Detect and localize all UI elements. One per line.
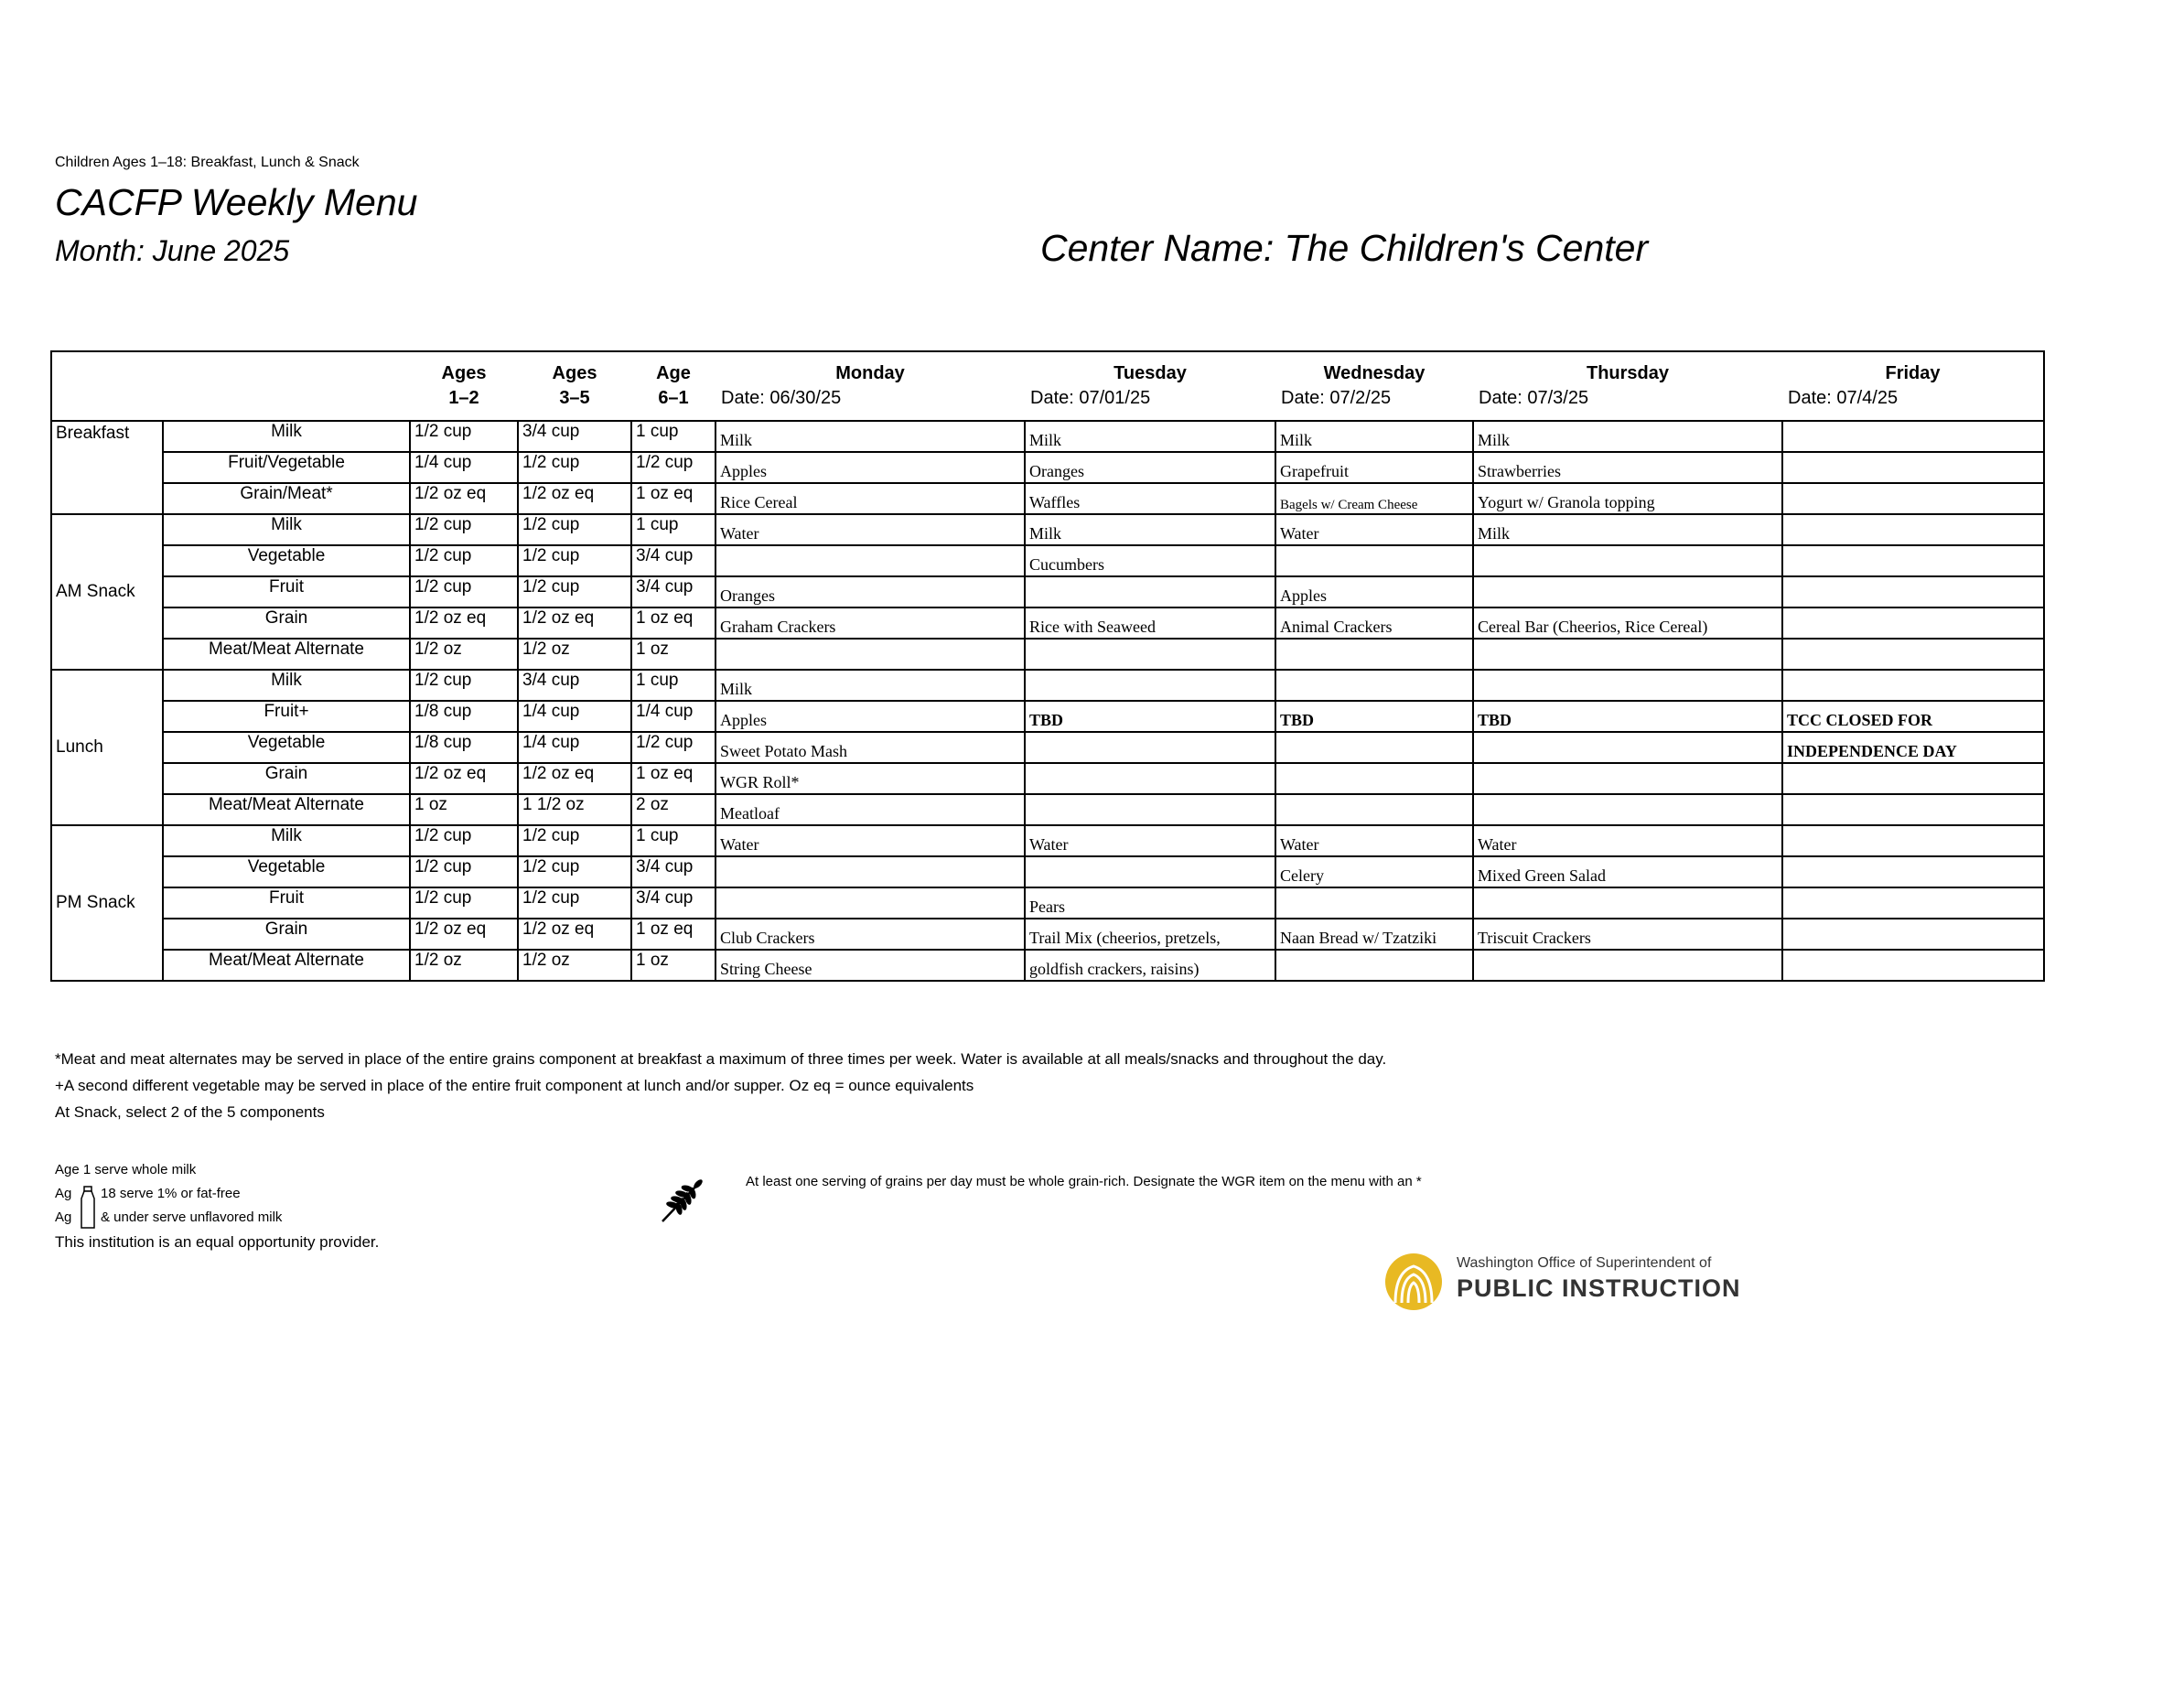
food-item <box>1782 514 2044 545</box>
table-row <box>51 483 2044 514</box>
day-tuesday: Tuesday <box>1025 351 1275 386</box>
food-item: Strawberries <box>1473 452 1782 483</box>
amount: 1 cup <box>631 421 715 452</box>
food-item <box>1782 576 2044 607</box>
food-item: TBD <box>1025 701 1275 732</box>
food-item <box>1782 607 2044 639</box>
amount: 1/4 cup <box>631 701 715 732</box>
component: Fruit+ <box>163 701 410 732</box>
amount: 1/2 oz eq <box>518 919 631 950</box>
food-item <box>1473 545 1782 576</box>
food-item <box>1025 639 1275 670</box>
table-row <box>51 950 2044 981</box>
amount: 1/2 oz eq <box>518 763 631 794</box>
food-item: Cereal Bar (Cheerios, Rice Cereal) <box>1473 607 1782 639</box>
milk-note-prefix: Ag <box>55 1186 72 1201</box>
food-item <box>1473 732 1782 763</box>
header-blank <box>163 386 410 421</box>
amount: 1/2 oz eq <box>518 483 631 514</box>
amount: 1/2 oz <box>410 950 518 981</box>
amount: 1/2 cup <box>410 576 518 607</box>
table-row <box>51 763 2044 794</box>
milk-note-lowfat: 18 serve 1% or fat-free <box>101 1186 241 1201</box>
milk-bottle-icon <box>77 1186 99 1230</box>
food-item: Milk <box>1473 514 1782 545</box>
amount: 1/2 cup <box>518 514 631 545</box>
food-item: Pears <box>1025 887 1275 919</box>
component: Milk <box>163 670 410 701</box>
amount: 1/4 cup <box>518 701 631 732</box>
component: Fruit <box>163 576 410 607</box>
food-item: Apples <box>715 701 1025 732</box>
amount: 3/4 cup <box>631 887 715 919</box>
closure-notice: TCC CLOSED FOR <box>1782 701 2044 732</box>
table-row <box>51 919 2044 950</box>
age-header: Ages <box>410 351 518 386</box>
amount: 1/2 cup <box>518 576 631 607</box>
food-item <box>1473 670 1782 701</box>
food-item <box>1782 794 2044 825</box>
food-item: Rice Cereal <box>715 483 1025 514</box>
meal-label: PM Snack <box>51 825 163 981</box>
food-item <box>715 856 1025 887</box>
food-item <box>1782 950 2044 981</box>
food-item: TBD <box>1473 701 1782 732</box>
food-item: Milk <box>1473 421 1782 452</box>
amount: 1 oz <box>410 794 518 825</box>
menu-table <box>50 350 2045 982</box>
component: Meat/Meat Alternate <box>163 950 410 981</box>
food-item <box>1275 887 1473 919</box>
amount: 1/2 cup <box>518 887 631 919</box>
food-item <box>1025 794 1275 825</box>
food-item: Mixed Green Salad <box>1473 856 1782 887</box>
amount: 3/4 cup <box>631 545 715 576</box>
food-item: Rice with Seaweed <box>1025 607 1275 639</box>
age-range: 6–1 <box>658 388 689 408</box>
amount: 1/2 oz eq <box>518 607 631 639</box>
food-item: Naan Bread w/ Tzatziki <box>1275 919 1473 950</box>
food-item <box>1275 732 1473 763</box>
amount: 1 oz eq <box>631 483 715 514</box>
food-item: Milk <box>1275 421 1473 452</box>
food-item: Apples <box>1275 576 1473 607</box>
component: Grain <box>163 919 410 950</box>
food-item <box>1782 639 2044 670</box>
logo-text-title: PUBLIC INSTRUCTION <box>1457 1274 1741 1302</box>
amount: 1 oz <box>631 950 715 981</box>
food-item <box>1025 732 1275 763</box>
food-item <box>1275 950 1473 981</box>
amount: 1 cup <box>631 670 715 701</box>
food-item <box>1275 670 1473 701</box>
amount: 1/2 oz eq <box>410 607 518 639</box>
amount: 1/8 cup <box>410 732 518 763</box>
food-item: Meatloaf <box>715 794 1025 825</box>
food-item: Cucumbers <box>1025 545 1275 576</box>
amount: 3/4 cup <box>518 670 631 701</box>
table-row <box>51 421 2044 452</box>
amount: 1/2 oz eq <box>410 483 518 514</box>
food-item: Water <box>715 514 1025 545</box>
food-item: Oranges <box>715 576 1025 607</box>
table-row <box>51 887 2044 919</box>
amount: 1/2 oz <box>518 639 631 670</box>
food-item: Milk <box>1025 514 1275 545</box>
amount: 1/4 cup <box>518 732 631 763</box>
component: Milk <box>163 825 410 856</box>
equal-opportunity-statement: This institution is an equal opportunity provider. <box>55 1233 380 1251</box>
food-item <box>1782 545 2044 576</box>
component: Milk <box>163 421 410 452</box>
amount: 1/2 cup <box>518 452 631 483</box>
day-wednesday: Wednesday <box>1275 351 1473 386</box>
header-blank <box>163 351 410 386</box>
ospi-logo-icon <box>1383 1252 1444 1312</box>
amount: 1/2 cup <box>518 545 631 576</box>
food-item <box>1025 576 1275 607</box>
meal-label: AM Snack <box>51 514 163 670</box>
component: Meat/Meat Alternate <box>163 639 410 670</box>
date-tuesday: Date: 07/01/25 <box>1030 388 1151 408</box>
component: Grain <box>163 607 410 639</box>
milk-note-unflavored: & under serve unflavored milk <box>101 1210 283 1225</box>
meal-label: Breakfast <box>51 421 163 514</box>
food-item <box>1473 950 1782 981</box>
component: Meat/Meat Alternate <box>163 794 410 825</box>
amount: 1 oz <box>631 639 715 670</box>
amount: 1/2 cup <box>518 825 631 856</box>
age-range: 1–2 <box>448 388 479 408</box>
subtitle: Children Ages 1–18: Breakfast, Lunch & Snack <box>55 155 360 170</box>
component: Vegetable <box>163 856 410 887</box>
amount: 1 1/2 oz <box>518 794 631 825</box>
food-item: Water <box>1275 825 1473 856</box>
amount: 1/2 cup <box>410 514 518 545</box>
food-item <box>1275 639 1473 670</box>
day-friday: Friday <box>1782 351 2044 386</box>
meal-label: Lunch <box>51 670 163 825</box>
food-item: WGR Roll* <box>715 763 1025 794</box>
component: Fruit/Vegetable <box>163 452 410 483</box>
food-item: Sweet Potato Mash <box>715 732 1025 763</box>
footnote-snack: At Snack, select 2 of the 5 components <box>55 1103 325 1121</box>
food-item: Animal Crackers <box>1275 607 1473 639</box>
table-row <box>51 732 2044 763</box>
food-item: Trail Mix (cheerios, pretzels, <box>1025 919 1275 950</box>
amount: 1 oz eq <box>631 763 715 794</box>
food-item <box>1782 763 2044 794</box>
date-wednesday: Date: 07/2/25 <box>1281 388 1392 408</box>
component: Vegetable <box>163 545 410 576</box>
header-blank <box>51 386 163 421</box>
food-item: Bagels w/ Cream Cheese <box>1275 483 1473 514</box>
table-row <box>51 856 2044 887</box>
logo-text-agency: Washington Office of Superintendent of <box>1457 1255 1712 1271</box>
amount: 1/2 cup <box>410 421 518 452</box>
amount: 1/2 oz eq <box>410 763 518 794</box>
age-header: Ages <box>518 351 631 386</box>
food-item: Club Crackers <box>715 919 1025 950</box>
amount: 3/4 cup <box>631 856 715 887</box>
date-friday: Date: 07/4/25 <box>1782 386 2044 421</box>
food-item: Water <box>1473 825 1782 856</box>
whole-grain-note: At least one serving of grains per day must be whole grain-rich. Designate the WGR item on the menu with an * <box>746 1174 1422 1189</box>
component: Fruit <box>163 887 410 919</box>
food-item <box>1782 483 2044 514</box>
amount: 1/2 cup <box>631 732 715 763</box>
closure-notice: INDEPENDENCE DAY <box>1782 732 2044 763</box>
food-item <box>1025 670 1275 701</box>
food-item <box>1473 887 1782 919</box>
food-item: Waffles <box>1025 483 1275 514</box>
age-range: 3–5 <box>559 388 590 408</box>
table-row <box>51 794 2044 825</box>
amount: 2 oz <box>631 794 715 825</box>
food-item <box>1473 794 1782 825</box>
table-row <box>51 701 2044 732</box>
amount: 1/2 cup <box>631 452 715 483</box>
food-item: Milk <box>715 421 1025 452</box>
age-header: Age <box>631 351 715 386</box>
food-item <box>1275 794 1473 825</box>
food-item <box>715 639 1025 670</box>
food-item: goldfish crackers, raisins) <box>1025 950 1275 981</box>
amount: 1/2 cup <box>410 887 518 919</box>
table-row <box>51 452 2044 483</box>
amount: 1 cup <box>631 825 715 856</box>
food-item <box>1782 856 2044 887</box>
table-row <box>51 514 2044 545</box>
food-item: Water <box>715 825 1025 856</box>
food-item <box>1473 763 1782 794</box>
month-label: Month: June 2025 <box>55 234 290 267</box>
page-title: CACFP Weekly Menu <box>55 181 418 223</box>
food-item: Apples <box>715 452 1025 483</box>
food-item: Oranges <box>1025 452 1275 483</box>
food-item: Milk <box>1025 421 1275 452</box>
food-item <box>1025 856 1275 887</box>
food-item <box>1782 919 2044 950</box>
date-thursday: Date: 07/3/25 <box>1479 388 1589 408</box>
amount: 1/4 cup <box>410 452 518 483</box>
amount: 1/2 oz eq <box>410 919 518 950</box>
food-item <box>715 545 1025 576</box>
food-item: Graham Crackers <box>715 607 1025 639</box>
food-item <box>1782 670 2044 701</box>
header-blank <box>51 351 163 386</box>
amount: 1 oz eq <box>631 919 715 950</box>
milk-note-prefix: Ag <box>55 1210 72 1225</box>
food-item: String Cheese <box>715 950 1025 981</box>
amount: 1/2 cup <box>410 825 518 856</box>
food-item: Celery <box>1275 856 1473 887</box>
component: Milk <box>163 514 410 545</box>
component: Vegetable <box>163 732 410 763</box>
date-monday: Date: 06/30/25 <box>721 388 842 408</box>
amount: 1/2 oz <box>410 639 518 670</box>
wheat-icon <box>657 1174 708 1225</box>
food-item <box>1025 763 1275 794</box>
table-row <box>51 545 2044 576</box>
table-row <box>51 607 2044 639</box>
food-item <box>1275 545 1473 576</box>
center-name: Center Name: The Children's Center <box>1040 227 1649 269</box>
footnote-meat: *Meat and meat alternates may be served in place of the entire grains component at breakfast a maximum of three times per week. Water is available at all meals/snacks and throughout the day. <box>55 1050 1387 1068</box>
food-item <box>1782 452 2044 483</box>
food-item <box>1473 576 1782 607</box>
amount: 1 oz eq <box>631 607 715 639</box>
day-thursday: Thursday <box>1473 351 1782 386</box>
food-item <box>1782 421 2044 452</box>
amount: 1/2 cup <box>518 856 631 887</box>
food-item: Grapefruit <box>1275 452 1473 483</box>
food-item: Yogurt w/ Granola topping <box>1473 483 1782 514</box>
food-item <box>715 887 1025 919</box>
table-row <box>51 825 2044 856</box>
amount: 1/2 cup <box>410 545 518 576</box>
amount: 3/4 cup <box>631 576 715 607</box>
food-item <box>1275 763 1473 794</box>
milk-note-age1: Age 1 serve whole milk <box>55 1162 197 1177</box>
amount: 1/8 cup <box>410 701 518 732</box>
food-item <box>1782 825 2044 856</box>
table-row <box>51 576 2044 607</box>
amount: 1/2 oz <box>518 950 631 981</box>
amount: 1/2 cup <box>410 856 518 887</box>
food-item: Water <box>1025 825 1275 856</box>
food-item <box>1473 639 1782 670</box>
food-item: Milk <box>715 670 1025 701</box>
table-row <box>51 639 2044 670</box>
footnote-vegetable: +A second different vegetable may be served in place of the entire fruit component at lunch and/or supper. Oz eq = ounce equivalents <box>55 1077 974 1094</box>
component: Grain/Meat* <box>163 483 410 514</box>
amount: 1 cup <box>631 514 715 545</box>
day-monday: Monday <box>715 351 1025 386</box>
food-item: Triscuit Crackers <box>1473 919 1782 950</box>
food-item <box>1782 887 2044 919</box>
table-row <box>51 670 2044 701</box>
food-item: TBD <box>1275 701 1473 732</box>
food-item: Water <box>1275 514 1473 545</box>
component: Grain <box>163 763 410 794</box>
amount: 1/2 cup <box>410 670 518 701</box>
amount: 3/4 cup <box>518 421 631 452</box>
